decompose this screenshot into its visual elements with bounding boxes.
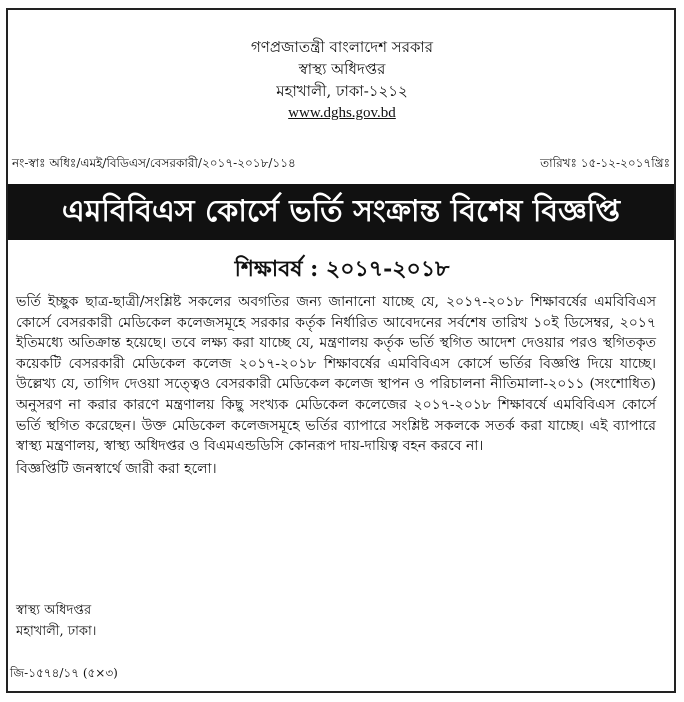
reference-number: নং-স্বাঃ অধিঃ/এমই/বিডিএস/বেসরকারী/২০১৭-২০১৮/১১৪: [12, 156, 296, 170]
reference-row: [12, 155, 670, 175]
website-link[interactable]: www.dghs.gov.bd: [288, 105, 396, 121]
issue-date: তারিখঃ ১৫-১২-২০১৭খ্রিঃ: [540, 156, 670, 170]
body-paragraph-1: ভর্তি ইচ্ছুক ছাত্র-ছাত্রী/সংশ্লিষ্ট সকলের অবগতির জন্য জানানো যাচ্ছে যে, ২০১৭-২০১৮ শিক্ষাবর্ষের এমবিবিএস কোর্সে বেসরকারী মেডিকেল কলেজসমূহে সরকার কর্তৃক নির্ধারিত আবেদনের সর্বশেষ তারিখ ১০ই ডিসেম্বর, ২০১৭ ইতিমধ্যে অতিক্রান্ত হয়েছে। তবে লক্ষ্য করা যাচ্ছে যে, মন্ত্রণালয় কর্তৃক ভর্তি স্থগিত আদেশ দেওয়ার পরও স্থগিতকৃত কয়েকটি বেসরকারী মেডিকেল কলেজ ২০১৭-২০১৮ শিক্ষাবর্ষের এমবিবিএস কোর্সে ভর্তির বিজ্ঞপ্তি দিয়ে যাচ্ছে। উল্লেখ্য যে, তাগিদ দেওয়া সত্ত্বেও বেসরকারী মেডিকেল কলেজ স্থাপন ও পরিচালনা নীতিমালা-২০১১ (সংশোধিত) অনুসরণ না করার কারণে মন্ত্রণালয় কিছু সংখ্যক মেডিকেল কলেজের ২০১৭-২০১৮ শিক্ষাবর্ষে এমবিবিএস কোর্সে ভর্তি স্থগিত করেছেন। উক্ত মেডিকেল কলেজসমূহে ভর্তির ব্যাপারে সংশ্লিষ্ট সকলকে সতর্ক করা যাচ্ছে। এই ব্যাপারে স্বাস্থ্য মন্ত্রণালয়, স্বাস্থ্য অধিদপ্তর ও বিএমএন্ডডিসি কোনরূপ দায়-দায়িত্ব বহন করবে না।: [16, 294, 656, 455]
signature-address: মহাখালী, ঢাকা।: [16, 624, 97, 639]
signature-block: [16, 600, 96, 642]
body-paragraph-2: বিজ্ঞপ্তিটি জনস্বার্থে জারী করা হলো।: [16, 460, 217, 477]
letterhead: [0, 36, 684, 124]
signature-office: স্বাস্থ্য অধিদপ্তর: [16, 603, 92, 618]
notice-title-banner: [8, 184, 674, 240]
government-name: গণপ্রজাতন্ত্রী বাংলাদেশ সরকার: [250, 38, 434, 56]
notice-title: এমবিবিএস কোর্সে ভর্তি সংক্রান্ত বিশেষ বিজ্ঞপ্তি: [61, 193, 621, 229]
notice-body: [16, 292, 656, 479]
address: মহাখালী, ঢাকা-১২১২: [276, 82, 408, 100]
academic-year: শিক্ষাবর্ষ : ২০১৭-২০১৮: [234, 256, 450, 282]
department-name: স্বাস্থ্য অধিদপ্তর: [298, 60, 386, 78]
footer-code: জি-১৫৭৪/১৭ (৫×৩): [10, 666, 118, 680]
